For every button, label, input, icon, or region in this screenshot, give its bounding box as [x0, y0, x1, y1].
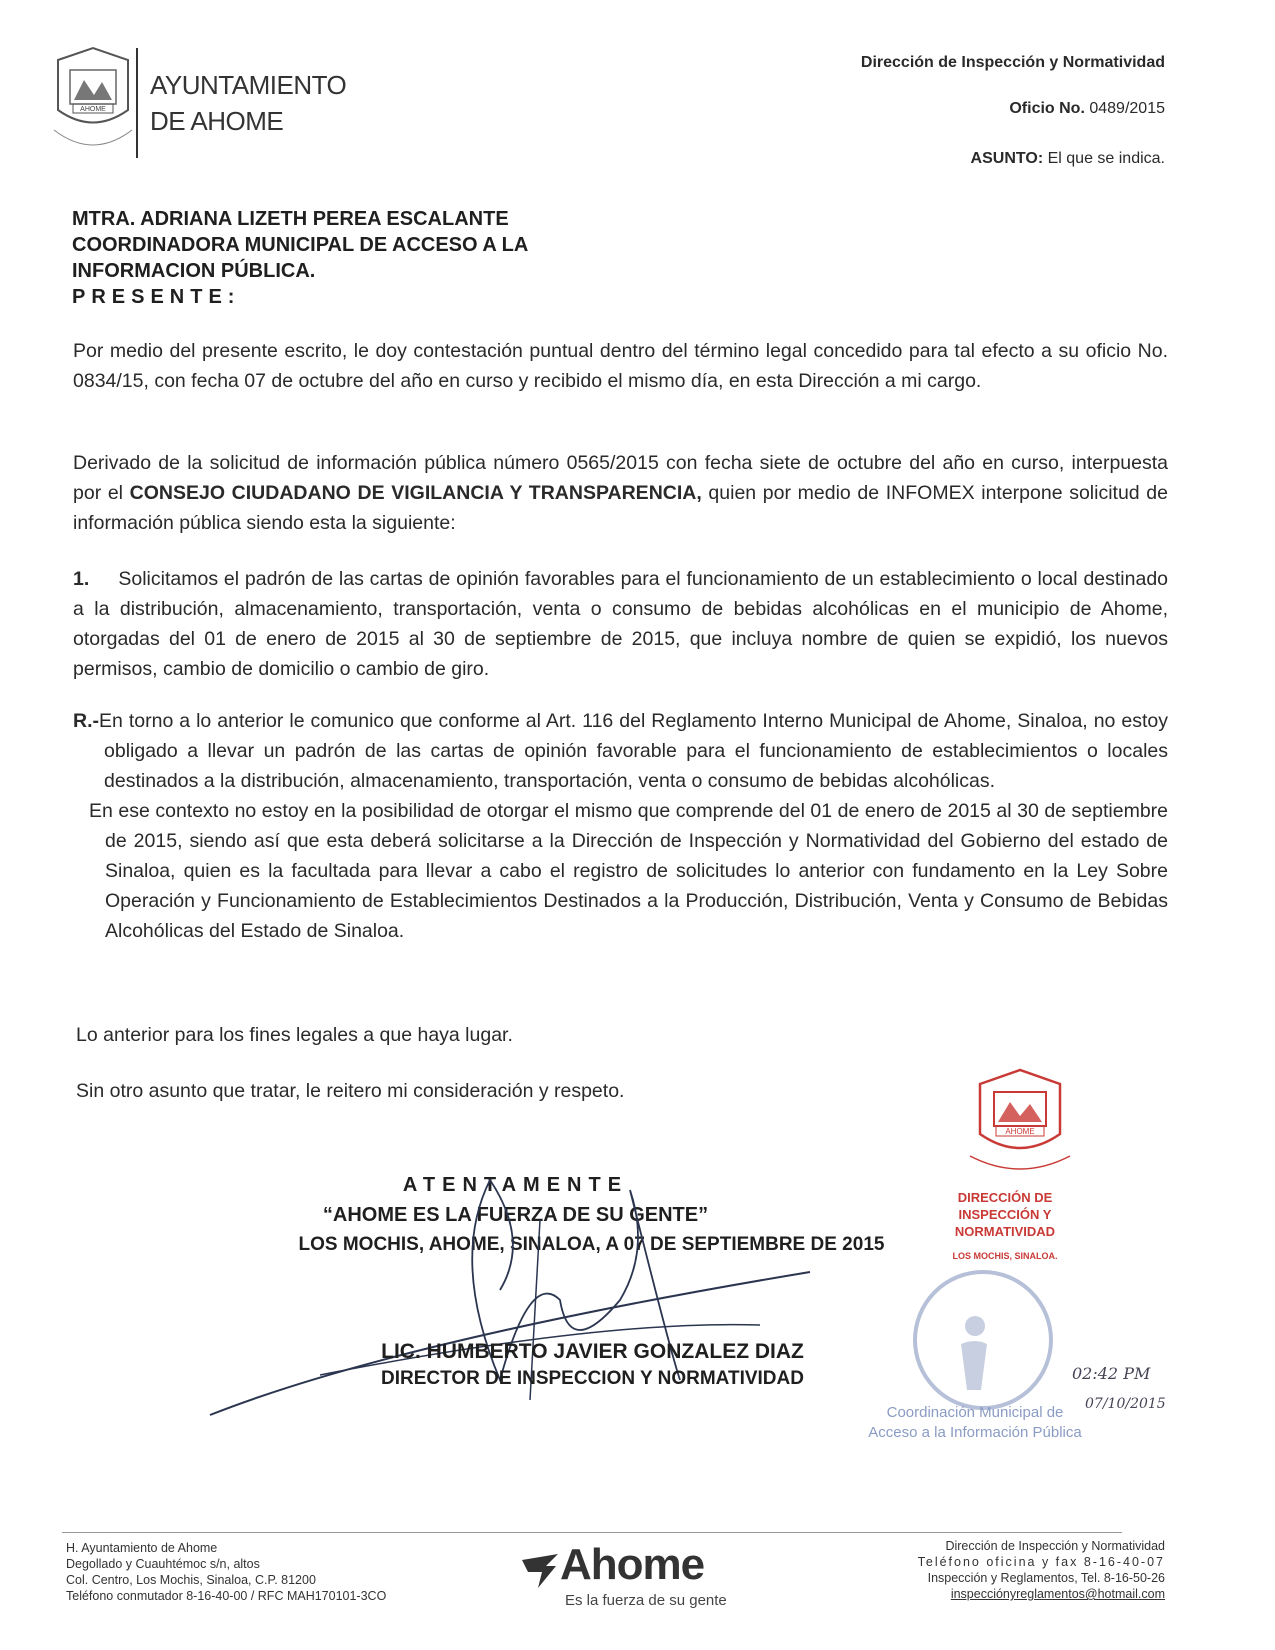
footer-tagline: Es la fuerza de su gente	[565, 1592, 727, 1609]
signer-name: LIC. HUMBERTO JAVIER GONZALEZ DIAZ	[381, 1340, 804, 1363]
red-stamp-text: DIRECCIÓN DE INSPECCIÓN Y NORMATIVIDAD LOS MOCHIS, SINALOA.	[952, 1190, 1058, 1261]
paragraph-2: Derivado de la solicitud de información pública número 0565/2015 con fecha siete de octubre del año en curso, interpuesta por el CONSEJO CIUDADANO DE VIGILANCIA Y TRANSPARENCIA, quien por medio de INFOMEX interpone solicitud de información pública siendo esta la siguiente:	[73, 452, 1168, 534]
ahome-seal-logo	[48, 40, 138, 160]
received-time: 02:42 PM	[1072, 1364, 1151, 1383]
request-item-1: 1. Solicitamos el padrón de las cartas de opinión favorables para el funcionamiento de un establecimiento o local destinado a la distribución, almacenamiento, transportación, venta o consumo de bebidas alcohólicas en el municipio de Ahome, otorgadas del 01 de enero de 2015 al 30 de septiembre de 2015, que incluya nombre de quien se expidió, los nuevos permisos, cambio de domicilio o cambio de giro.	[73, 568, 1169, 680]
motto: “AHOME ES LA FUERZA DE SU GENTE”	[322, 1204, 709, 1226]
closing-1: Lo anterior para los fines legales a que haya lugar.	[76, 1024, 513, 1046]
atentamente: ATENTAMENTE	[402, 1174, 629, 1196]
received-stamp-circle	[905, 1268, 1065, 1418]
presente: PRESENTE:	[72, 286, 241, 308]
brand-line-2: DE AHOME	[150, 106, 284, 136]
brand-line-1: AYUNTAMIENTO	[150, 70, 347, 100]
svg-text:AHOME: AHOME	[80, 106, 106, 113]
department-header: Dirección de Inspección y Normatividad	[860, 54, 1165, 71]
asunto: ASUNTO: El que se indica.	[970, 150, 1165, 167]
letterhead-divider	[136, 48, 138, 158]
ahome-wing-icon	[520, 1550, 560, 1590]
footer-right: Dirección de Inspección y Normatividad Teléfono oficina y fax 8-16-40-07 Inspección y Reglamentos, Tel. 8-16-50-26 inspecciónyreglamentos@hotmail.com	[917, 1539, 1165, 1601]
footer-left: H. Ayuntamiento de Ahome Degollado y Cuauhtémoc s/n, altos Col. Centro, Los Mochis, Sinaloa, C.P. 81200 Teléfono conmutador 8-16-40-00 / RFC MAH170101-3CO	[66, 1541, 387, 1603]
recipient-name: MTRA. ADRIANA LIZETH PEREA ESCALANTE	[72, 208, 509, 230]
paragraph-1: Por medio del presente escrito, le doy contestación puntual dentro del término legal concedido para tal efecto a su oficio No. 0834/15, con fecha 07 de octubre del año en curso y recibido el mismo día, en esta Dirección a mi cargo.	[73, 340, 1168, 392]
reply-block	[73, 706, 1168, 946]
oficio-number: Oficio No. 0489/2015	[1009, 100, 1165, 117]
ahome-footer-logo: Ahome	[520, 1548, 780, 1594]
signer-title: DIRECTOR DE INSPECCION Y NORMATIVIDAD	[381, 1368, 804, 1389]
recipient-title-1: COORDINADORA MUNICIPAL DE ACCESO A LA	[72, 234, 529, 256]
svg-text:AHOME: AHOME	[1005, 1127, 1035, 1136]
red-stamp-seal	[960, 1064, 1080, 1184]
received-date: 07/10/2015	[1085, 1396, 1166, 1412]
recipient-title-2: INFORMACION PÚBLICA.	[72, 260, 316, 282]
received-stamp-text: Coordinación Municipal de Acceso a la Información Pública	[868, 1404, 1082, 1441]
closing-2: Sin otro asunto que tratar, le reitero mi consideración y respeto.	[76, 1080, 625, 1102]
reply-paragraph-2: En ese contexto no estoy en la posibilidad de otorgar el mismo que comprende del 01 de enero de 2015 al 30 de septiembre de 2015, siendo así que esta deberá solicitarse a la Dirección de Inspección y Normatividad del Gobierno del estado de Sinaloa, quien es la facultada para llevar a cabo el registro de solicitudes lo anterior con fundamento en la Ley Sobre Operación y Funcionamiento de Establecimientos Destinados a la Producción, Distribución, Venta y Consumo de Bebidas Alcohólicas del Estado de Sinaloa.	[89, 800, 1168, 942]
place-date: LOS MOCHIS, AHOME, SINALOA, A 07 DE SEPTIEMBRE DE 2015	[298, 1234, 885, 1255]
footer-email: inspecciónyreglamentos@hotmail.com	[950, 1587, 1165, 1601]
footer-divider	[62, 1532, 1122, 1533]
reply-label: R.-	[73, 710, 99, 732]
reply-paragraph-1: En torno a lo anterior le comunico que conforme al Art. 116 del Reglamento Interno Municipal de Ahome, Sinaloa, no estoy obligado a llevar un padrón de las cartas de opinión favorable para el funcionamiento de establecimientos o locales destinados a la distribución, almacenamiento, transportación, venta o consumo de bebidas alcohólicas.	[99, 710, 1168, 792]
